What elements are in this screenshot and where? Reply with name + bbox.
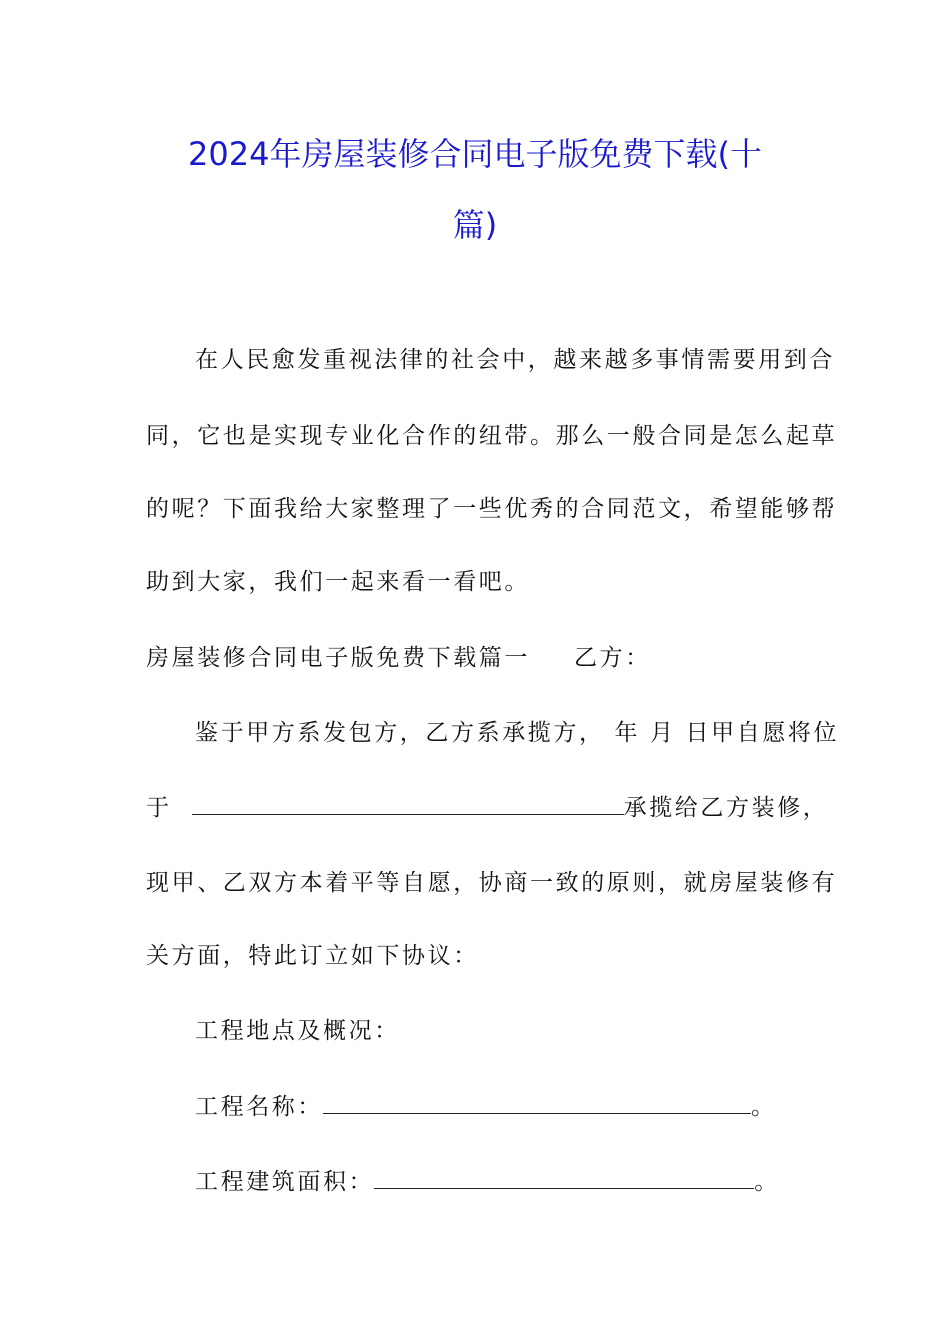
paragraph-1-line-2-end: 承揽给乙方装修， [623,795,829,821]
project-name-label: 工程名称： [195,1094,323,1120]
project-name-blank [323,1091,751,1114]
paragraph-1-line-4: 关方面，特此订立如下协议： [146,943,479,969]
location-blank [192,792,624,815]
paragraph-1-line-3: 现甲、乙双方本着平等自愿，协商一致的原则，就房屋装修有 [146,870,838,896]
paragraph-1-line-1: 鉴于甲方系发包方，乙方系承揽方， 年 月 日甲自愿将位 [195,720,840,746]
paragraph-1-line-2 [146,792,828,823]
project-name-line [195,1091,777,1122]
intro-line-1: 在人民愈发重视法律的社会中，越来越多事情需要用到合 [195,347,835,373]
document-title-line-1: 2024年房屋装修合同电子版免费下载(十 [188,135,762,173]
project-area-line [195,1166,780,1197]
project-area-blank [374,1166,754,1189]
document-title-line-2: 篇) [452,206,498,244]
project-name-period: 。 [751,1094,777,1120]
party-b-label: 乙方： [574,645,651,671]
project-area-label: 工程建筑面积： [195,1169,375,1195]
section-1-heading: 工程地点及概况： [195,1018,400,1044]
section-heading: 房屋装修合同电子版免费下载篇一 [146,645,530,671]
section-heading-line [146,643,651,673]
intro-line-4: 助到大家，我们一起来看一看吧。 [146,569,530,595]
paragraph-1-line-2-start: 于 [146,795,172,821]
intro-line-2: 同，它也是实现专业化合作的纽带。那么一般合同是怎么起草 [146,423,838,449]
project-area-period: 。 [754,1169,780,1195]
intro-line-3: 的呢？下面我给大家整理了一些优秀的合同范文，希望能够帮 [146,496,838,522]
